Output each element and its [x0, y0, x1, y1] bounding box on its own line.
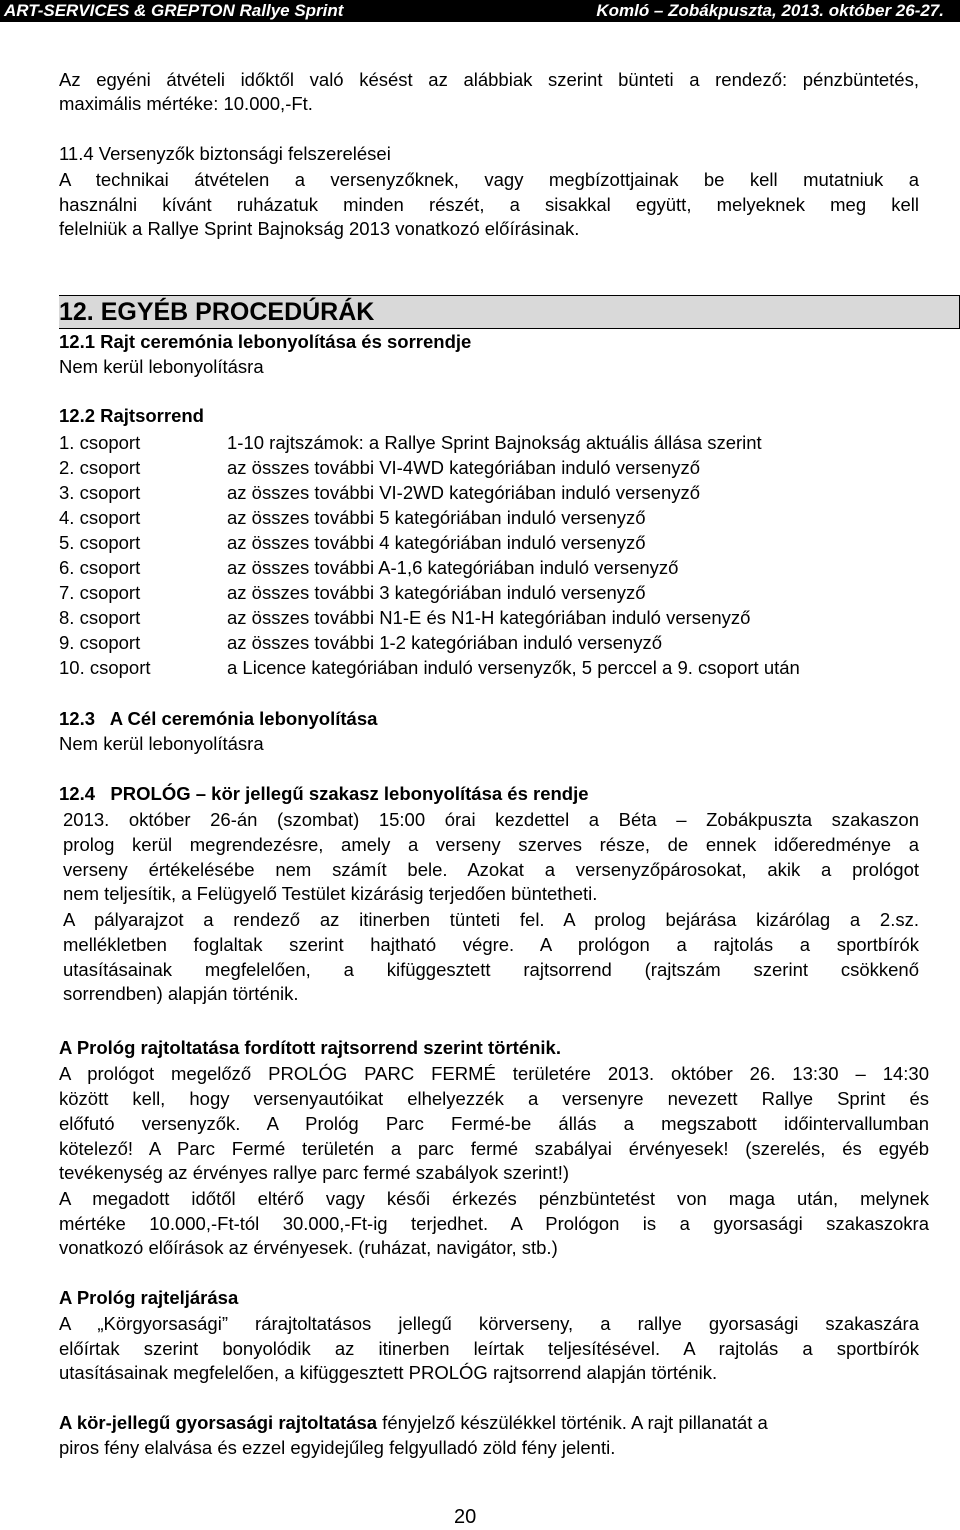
group-number: 9. csoport [59, 632, 141, 653]
paragraph-line: között kell, hogy versenyautóikat elhelyezzék a versenyre nevezett Rallye Sprint és [59, 1088, 929, 1109]
paragraph-line [59, 1411, 768, 1435]
group-number: 10. csoport [59, 657, 151, 678]
paragraph-line: előfutó versenyzők. A Prológ Parc Fermé-be állás a megszabott időintervallumban [59, 1113, 929, 1134]
section-banner [59, 295, 960, 329]
group-number: 5. csoport [59, 532, 141, 553]
section-title: 11.4 Versenyzők biztonsági felszerelései [59, 143, 391, 164]
group-text: a Licence kategóriában induló versenyzők, 5 perccel a 9. csoport után [227, 657, 800, 678]
section-banner-title: 12. EGYÉB PROCEDÚRÁK [59, 298, 375, 326]
group-number: 3. csoport [59, 482, 141, 503]
subsection-title: 12.4 PROLÓG – kör jellegű szakasz lebonyolítása és rendje [59, 783, 589, 804]
paragraph-line: A „Körgyorsasági” rárajtoltatásos jellegű körverseny, a rallye gyorsasági szakaszára [59, 1313, 919, 1334]
group-text: az összes további 5 kategóriában induló versenyző [227, 507, 646, 528]
group-number: 2. csoport [59, 457, 141, 478]
subsection-title: 12.1 Rajt ceremónia lebonyolítása és sorrendje [59, 331, 472, 352]
paragraph-line: kötelező! A Parc Fermé területén a parc fermé szabályai érvényesek! (szerelés, és egyéb [59, 1138, 929, 1159]
group-text: az összes további 4 kategóriában induló versenyző [227, 532, 646, 553]
paragraph-heading: A Prológ rajtoltatása fordított rajtsorrend szerint történik. [59, 1037, 561, 1058]
group-text: 1-10 rajtszámok: a Rallye Sprint Bajnokság aktuális állása szerint [227, 432, 762, 453]
subsection-title: 12.3 A Cél ceremónia lebonyolítása [59, 708, 378, 729]
group-text: az összes további N1-E és N1-H kategóriában induló versenyző [227, 607, 751, 628]
paragraph-line: A megadott időtől eltérő vagy késői érkezés pénzbüntetést von maga után, melynek [59, 1188, 929, 1209]
paragraph-line: sorrendben) alapján történik. [63, 983, 299, 1004]
group-text: az összes további A-1,6 kategóriában induló versenyző [227, 557, 679, 578]
group-text: az összes további 3 kategóriában induló versenyző [227, 582, 646, 603]
paragraph-line: piros fény elalvása és ezzel egyidejűleg felgyulladó zöld fény jelenti. [59, 1437, 616, 1458]
subsection-text: Nem kerül lebonyolításra [59, 733, 264, 754]
paragraph-line: utasításainak megfelelően, a kifüggesztett PROLÓG rajtsorrend alapján történik. [59, 1362, 718, 1383]
paragraph-line: A prológot megelőző PROLÓG PARC FERMÉ területére 2013. október 26. 13:30 – 14:30 [59, 1063, 929, 1084]
subsection-title: 12.2 Rajtsorrend [59, 405, 204, 426]
group-number: 8. csoport [59, 607, 141, 628]
group-text: az összes további 1-2 kategóriában induló versenyző [227, 632, 663, 653]
paragraph-line: használni kívánt ruházatuk minden részét, a sisakkal együtt, melyeknek meg kell [59, 194, 919, 215]
paragraph-heading: A Prológ rajteljárása [59, 1287, 239, 1308]
paragraph-line: prolog kerül megrendezésre, amely a verseny szerves része, de ennek időeredménye a [63, 834, 919, 855]
paragraph-line: tevékenység az érvényes rallye parc fermé szabályok szerint!) [59, 1162, 569, 1183]
page-header [0, 0, 960, 22]
subsection-text: Nem kerül lebonyolításra [59, 356, 264, 377]
intro-line: Az egyéni átvételi időktől való késést az alábbiak szerint bünteti a rendező: pénzbüntetés, [59, 69, 919, 90]
paragraph-line: A pályarajzot a rendező az itinerben tünteti fel. A prolog bejárása kizárólag a 2.sz. [63, 909, 919, 930]
intro-line: maximális mértéke: 10.000,-Ft. [59, 93, 313, 114]
bold-lead: A kör-jellegű gyorsasági rajtoltatása [59, 1412, 378, 1433]
paragraph-line: verseny értékelésébe nem számít bele. Azokat a versenyzőpárosokat, akik a prológot [63, 859, 919, 880]
paragraph-line: 2013. október 26-án (szombat) 15:00 órai kezdettel a Béta – Zobákpuszta szakaszon [63, 809, 919, 830]
paragraph-line: A technikai átvételen a versenyzőknek, vagy megbízottjainak be kell mutatniuk a [59, 169, 919, 190]
group-text: az összes további VI-4WD kategóriában induló versenyző [227, 457, 701, 478]
header-left: ART-SERVICES & GREPTON Rallye Sprint [4, 1, 344, 20]
group-number: 7. csoport [59, 582, 141, 603]
paragraph-line: előírtak szerint bonyolódik az itinerben leírtak teljesítésével. A rajtolás a sportbírók [59, 1338, 919, 1359]
group-number: 4. csoport [59, 507, 141, 528]
group-text: az összes további VI-2WD kategóriában induló versenyző [227, 482, 701, 503]
paragraph-line: felelniük a Rallye Sprint Bajnokság 2013 vonatkozó előírásinak. [59, 218, 580, 239]
paragraph-line: nem teljesítik, a Felügyelő Testület kizárásig terjedően büntetheti. [63, 883, 598, 904]
page-number: 20 [454, 1506, 477, 1528]
paragraph-line: vonatkozó előírások az érvényesek. (ruházat, navigátor, stb.) [59, 1237, 558, 1258]
paragraph-line: mértéke 10.000,-Ft-tól 30.000,-Ft-ig terjedhet. A Prológon is a gyorsasági szakaszokra [59, 1213, 929, 1234]
group-number: 1. csoport [59, 432, 141, 453]
paragraph-line: utasításainak megfelelően, a kifüggesztett rajtsorrend (rajtszám szerint csökkenő [63, 959, 919, 980]
paragraph-line: mellékletben foglaltak szerint hajtható végre. A prológon a rajtolás a sportbírók [63, 934, 919, 955]
lead-rest: fényjelző készülékkel történik. A rajt pillanatát a [377, 1412, 768, 1433]
header-right: Komló – Zobákpuszta, 2013. október 26-27. [596, 1, 944, 20]
group-number: 6. csoport [59, 557, 141, 578]
